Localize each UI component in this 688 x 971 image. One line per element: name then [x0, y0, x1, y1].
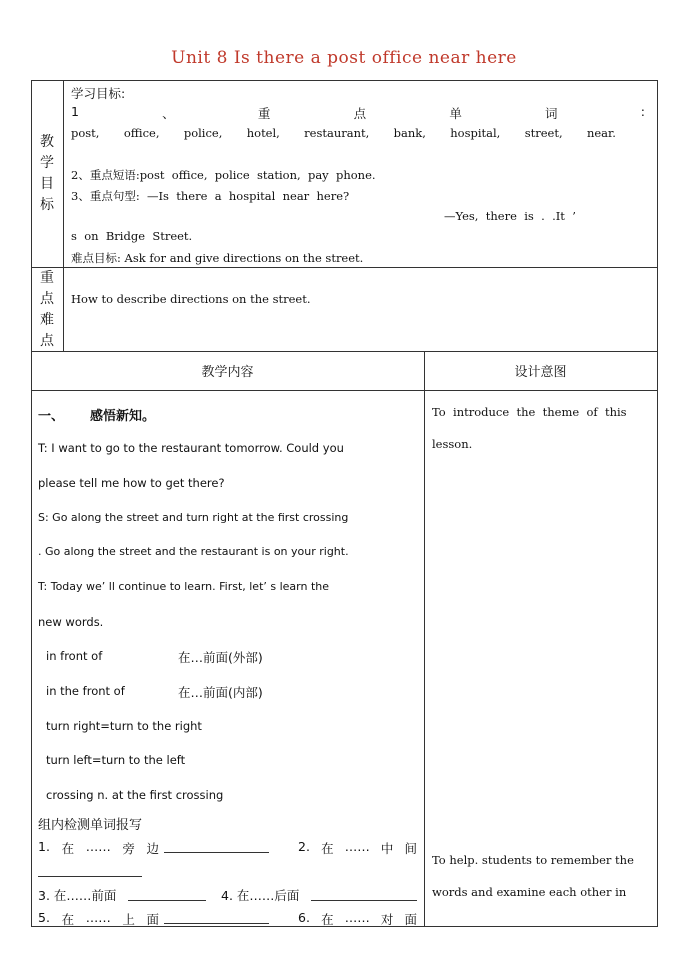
dialog-line-2: please tell me how to get there?	[38, 476, 225, 490]
content-column-divider	[424, 351, 425, 926]
dialog-line-3: S: Go along the street and turn right at the first crossing	[38, 511, 349, 524]
section-title: 感悟新知。	[90, 409, 156, 424]
section-heading	[38, 405, 155, 424]
check-item-2: 2. 在 …… 中 间	[298, 839, 417, 856]
vocab-line-crossing: crossing n. at the first crossing	[46, 788, 224, 802]
dialog-line-6: new words.	[38, 615, 104, 629]
dialog-line-1: T: I want to go to the restaurant tomorrow. Could you	[38, 441, 344, 455]
intent-note-1-line-2: lesson.	[432, 437, 473, 451]
check-item-5-blank	[164, 923, 269, 924]
intent-column-header: 设计意图	[514, 365, 567, 380]
objective-item-1-words: post, office, police, hotel, restaurant, bank, hospital, street, near.	[71, 126, 616, 140]
intent-note-2-line-2: words and examine each other in	[432, 885, 627, 899]
table-border-top	[31, 80, 658, 81]
row-divider-3	[31, 390, 658, 391]
intent-note-1-line-1: To introduce the theme of this	[432, 405, 627, 419]
table-border-right	[657, 80, 658, 927]
objective-item-3-answer: —Yes, there is . .It ’	[444, 209, 576, 223]
check-item-4: 4. 在……后面	[221, 888, 300, 903]
objective-item-3-answer-cont: s on Bridge Street.	[71, 229, 193, 243]
check-item-6: 6. 在 …… 对 面	[298, 910, 417, 927]
intent-note-2-line-1: To help. students to remember the	[432, 853, 634, 867]
objective-item-1-label: 1 、 重 点 单 词 :	[71, 104, 645, 121]
objective-item-2: 2、重点短语:post office, police station, pay phone.	[71, 168, 376, 182]
objectives-side-label: 教 学 目 标	[40, 134, 54, 213]
check-item-3: 3. 在……前面	[38, 888, 117, 903]
check-item-1: 1. 在 …… 旁 边	[38, 839, 159, 856]
row-divider-2	[31, 351, 658, 352]
objective-item-4: 难点目标: Ask for and give directions on the street.	[71, 251, 364, 265]
vocab-cn-2: 在…前面(内部)	[178, 685, 263, 700]
side-column-divider	[63, 80, 64, 351]
dialog-line-5: T: Today we’ ll continue to learn. First, let’ s learn the	[38, 580, 330, 593]
section-number: 一、	[38, 409, 65, 424]
difficulty-side-label: 重 点 难 点	[40, 270, 54, 349]
vocab-line-turn-right: turn right=turn to the right	[46, 719, 202, 733]
dialog-line-4: . Go along the street and the restaurant is on your right.	[38, 545, 349, 558]
vocab-en-2: in the front of	[46, 684, 125, 698]
vocab-line-turn-left: turn left=turn to the left	[46, 753, 186, 767]
check-item-4-blank	[311, 900, 417, 901]
vocab-en-1: in front of	[46, 649, 103, 663]
difficulty-text: How to describe directions on the street.	[71, 292, 311, 306]
check-item-3-blank	[128, 900, 206, 901]
content-column-header: 教学内容	[201, 365, 254, 380]
check-item-2-blank	[38, 876, 142, 877]
vocab-cn-1: 在…前面(外部)	[178, 650, 263, 665]
objective-item-3-question: 3、重点句型: —Is there a hospital near here?	[71, 189, 350, 203]
check-item-1-blank	[164, 852, 269, 853]
objectives-heading: 学习目标:	[71, 86, 126, 101]
row-divider-1	[31, 267, 658, 268]
document-title: Unit 8 Is there a post office near here	[171, 48, 517, 68]
check-title: 组内检测单词报写	[38, 818, 143, 833]
check-item-5: 5. 在 …… 上 面	[38, 910, 159, 927]
